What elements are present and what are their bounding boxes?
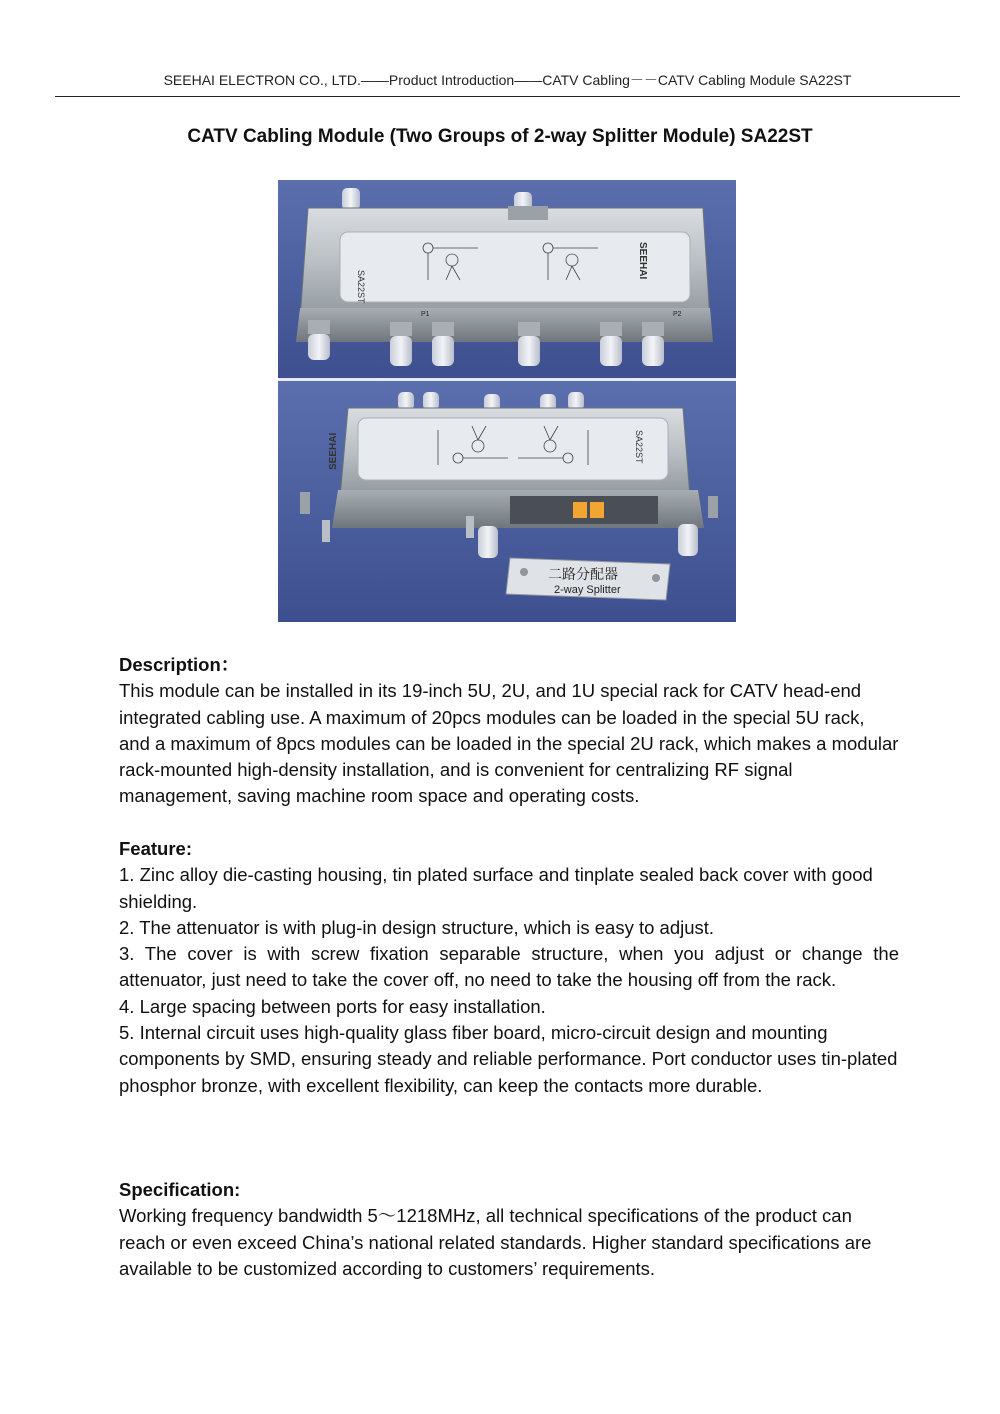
description-heading: Description： bbox=[119, 654, 240, 675]
feature-item: 5. Internal circuit uses high-quality glass fiber board, micro-circuit design and mounting components by SMD, ensuring steady and reliable performance. Port conductor uses tin-plated phosphor bronze, with excellent flexibility, can keep the contacts more durable. bbox=[119, 1022, 898, 1096]
page-title: CATV Cabling Module (Two Groups of 2-way Splitter Module) SA22ST bbox=[187, 126, 813, 147]
description-section bbox=[119, 652, 899, 810]
photo-divider bbox=[278, 378, 736, 381]
feature-item: 4. Large spacing between ports for easy installation. bbox=[119, 995, 546, 1017]
feature-heading: Feature: bbox=[119, 838, 192, 859]
cover-text-cn: 二路分配器 bbox=[548, 567, 618, 583]
feature-item: 1. Zinc alloy die-casting housing, tin plated surface and tinplate sealed back cover with good shielding. bbox=[119, 864, 873, 912]
module-label-bottom bbox=[358, 418, 668, 480]
specification-heading: Specification: bbox=[119, 1179, 241, 1200]
running-header: SEEHAI ELECTRON CO., LTD.——Product Introduction——CATV Cabling－－CATV Cabling Module SA22ST bbox=[163, 72, 852, 88]
specification-section bbox=[119, 1177, 899, 1282]
cover-screw bbox=[520, 568, 528, 576]
brand-text: SEEHAI bbox=[328, 432, 339, 470]
port-cap bbox=[678, 524, 698, 556]
housing-notch bbox=[508, 206, 548, 220]
header-divider bbox=[55, 96, 960, 97]
attenuator-plug bbox=[590, 502, 604, 518]
cover-text-en: 2-way Splitter bbox=[554, 584, 621, 596]
model-text: SA22ST bbox=[634, 430, 644, 464]
port-cap bbox=[342, 188, 360, 210]
product-photo bbox=[278, 180, 736, 622]
brand-text: SEEHAI bbox=[637, 242, 648, 280]
port-label: P2 bbox=[673, 311, 682, 318]
description-text: This module can be installed in its 19-inch 5U, 2U, and 1U special rack for CATV head-end integrated cabling use. A maximum of 20pcs modules can be loaded in the special 5U rack, and a maximum of 8pcs modules can be loaded in the special 2U rack, which makes a modular rack-mounted high-density installation, and is convenient for centralizing RF signal management, saving machine room space and operating costs. bbox=[119, 680, 899, 807]
cover-screw bbox=[652, 574, 660, 582]
feature-item: 3. The cover is with screw fixation separable structure, when you adjust or change the attenuator, just need to take the cover off, no need to take the housing off from the rack. bbox=[119, 943, 899, 991]
port-cap bbox=[478, 526, 498, 558]
port-label: P1 bbox=[421, 311, 430, 318]
feature-section bbox=[119, 836, 899, 1099]
feature-item: 2. The attenuator is with plug-in design structure, which is easy to adjust. bbox=[119, 916, 715, 938]
attenuator-plug bbox=[573, 502, 587, 518]
model-text: SA22ST bbox=[356, 270, 366, 304]
specification-text: Working frequency bandwidth 5～1218MHz, all technical specifications of the product can reach or even exceed China’s national related standards. Higher standard specifications are available to be customized according to customers’ requirements. bbox=[119, 1205, 872, 1279]
